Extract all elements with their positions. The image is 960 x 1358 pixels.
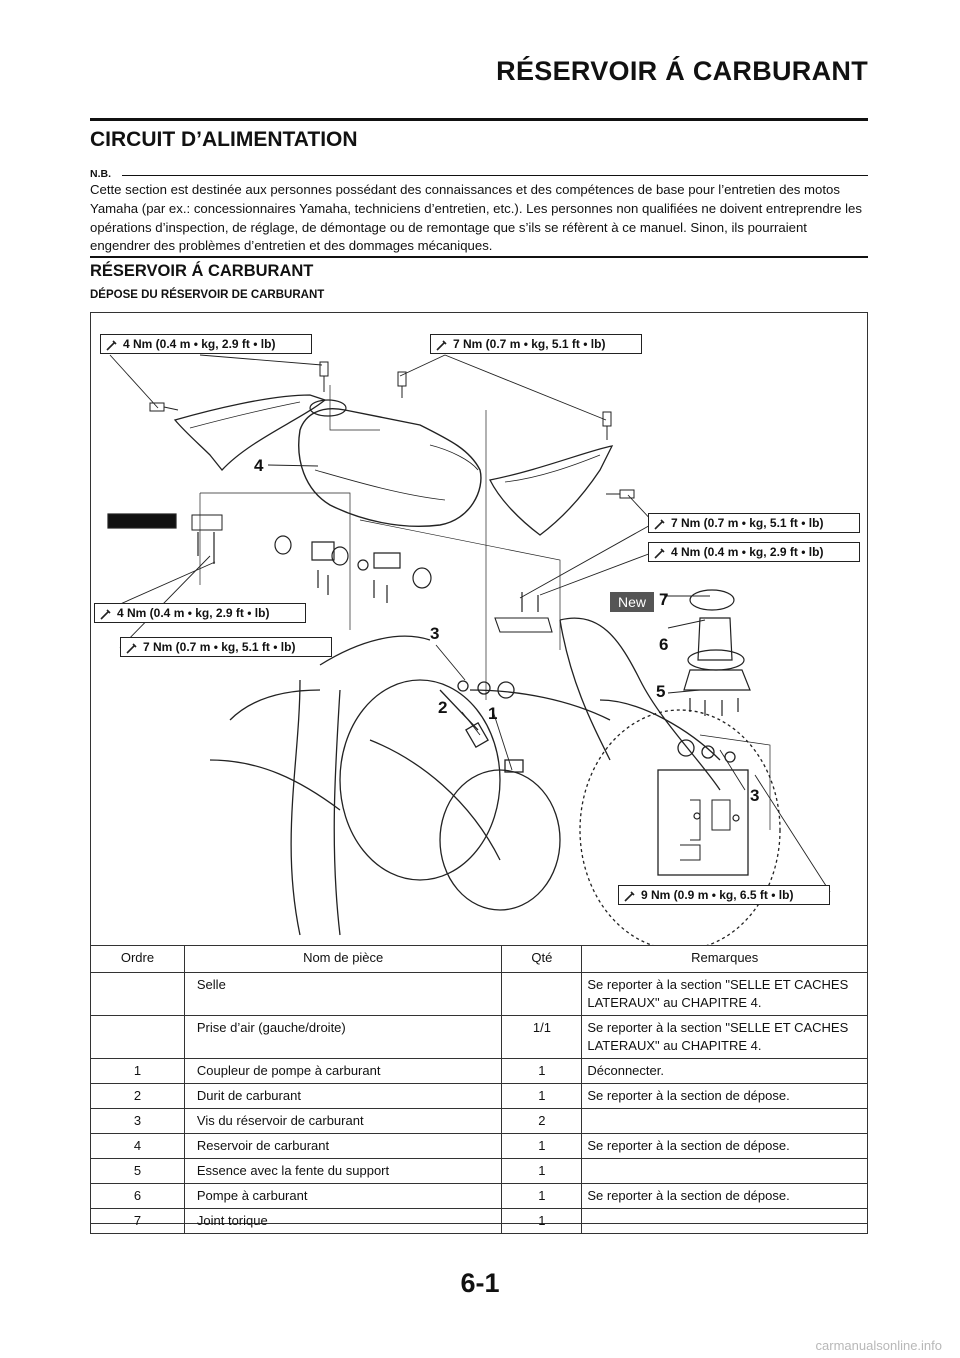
cell-part-name: Durit de carburant <box>184 1084 502 1109</box>
cell-part-name: Selle <box>184 973 502 1016</box>
cell-order: 1 <box>91 1059 185 1084</box>
table-row <box>91 1209 868 1234</box>
torque-label-5 <box>94 603 306 623</box>
torque-text-7: 9 Nm (0.9 m • kg, 6.5 ft • lb) <box>641 888 794 902</box>
table-row <box>91 1059 868 1084</box>
table-row <box>91 1159 868 1184</box>
torque-wrench-icon <box>99 607 113 621</box>
torque-label-7 <box>618 885 830 905</box>
page-header-title: RÉSERVOIR Á CARBURANT <box>496 56 868 86</box>
torque-text-1: 4 Nm (0.4 m • kg, 2.9 ft • lb) <box>123 337 276 351</box>
cell-remarks: Déconnecter. <box>582 1059 868 1084</box>
header-qty: Qté <box>502 946 582 973</box>
subsection-rule <box>90 256 868 258</box>
torque-label-2 <box>430 334 642 354</box>
cell-order: 7 <box>91 1209 185 1234</box>
torque-wrench-icon <box>653 546 667 560</box>
cell-order: 5 <box>91 1159 185 1184</box>
cell-qty: 1 <box>502 1209 582 1234</box>
pump-bracket <box>684 670 750 690</box>
note-label: N.B. <box>90 168 111 180</box>
o-ring <box>690 590 734 610</box>
torque-text-6: 7 Nm (0.7 m • kg, 5.1 ft • lb) <box>143 640 296 654</box>
table-row <box>91 1134 868 1159</box>
cell-qty: 1 <box>502 1084 582 1109</box>
callout-7: 7 <box>659 590 669 609</box>
left-shroud <box>175 395 325 470</box>
subsection-title: RÉSERVOIR Á CARBURANT <box>90 262 314 280</box>
note-text: Cette section est destinée aux personnes possédant des connaissances et des compétences de base pour l’entretien des motos Yamaha (par ex.: concessionnaires Yamaha, techniciens d’entretien, etc.). Les personnes non qualifiées ne doivent entreprendre les opérations d’inspection, de réglage, de démontage ou de remontage que s’ils se réfèrent à ce manuel. Sinon, ils pourraient engendrer des problèmes d’entretien et des dommages mécaniques. <box>90 182 862 254</box>
cell-part-name: Vis du réservoir de carburant <box>184 1109 502 1134</box>
bolts <box>150 362 634 498</box>
exploded-diagram <box>91 313 867 945</box>
torque-label-4 <box>648 542 860 562</box>
cell-part-name: Pompe à carburant <box>184 1184 502 1209</box>
torque-wrench-icon <box>105 338 119 352</box>
cell-remarks <box>582 1109 868 1134</box>
torque-wrench-icon <box>435 338 449 352</box>
new-badge: New <box>610 592 654 612</box>
callout-5: 5 <box>656 682 666 701</box>
cell-remarks: Se reporter à la section "SELLE ET CACHES LATERAUX" au CHAPITRE 4. <box>582 973 868 1016</box>
cell-part-name: Reservoir de carburant <box>184 1134 502 1159</box>
cell-part-name: Essence avec la fente du support <box>184 1159 502 1184</box>
callout-4: 4 <box>254 456 264 475</box>
cell-qty: 2 <box>502 1109 582 1134</box>
procedure-title: DÉPOSE DU RÉSERVOIR DE CARBURANT <box>90 289 325 301</box>
cell-qty: 1 <box>502 1059 582 1084</box>
torque-text-5: 4 Nm (0.4 m • kg, 2.9 ft • lb) <box>117 606 270 620</box>
bracket <box>495 618 552 632</box>
fuel-pump <box>698 618 732 660</box>
torque-label-3 <box>648 513 860 533</box>
note-header <box>90 168 868 182</box>
table-row <box>91 1109 868 1134</box>
table-row <box>91 1084 868 1109</box>
table-row <box>91 1016 868 1059</box>
cell-remarks <box>582 1159 868 1184</box>
cell-remarks <box>582 1209 868 1234</box>
callout-1: 1 <box>488 704 498 723</box>
table-row <box>91 1184 868 1209</box>
cell-remarks: Se reporter à la section de dépose. <box>582 1184 868 1209</box>
header-part-name: Nom de pièce <box>184 946 502 973</box>
cell-order: 6 <box>91 1184 185 1209</box>
right-shroud <box>490 446 612 535</box>
table-header-row <box>91 946 868 973</box>
torque-label-1 <box>100 334 312 354</box>
parts-table <box>90 945 868 1234</box>
header-rule <box>90 118 868 121</box>
cell-qty: 1 <box>502 1134 582 1159</box>
torque-text-3: 7 Nm (0.7 m • kg, 5.1 ft • lb) <box>671 516 824 530</box>
cell-part-name: Prise d’air (gauche/droite) <box>184 1016 502 1059</box>
header-remarks: Remarques <box>582 946 868 973</box>
torque-wrench-icon <box>623 889 637 903</box>
detail-inset <box>658 770 748 875</box>
cell-qty <box>502 973 582 1016</box>
cell-remarks: Se reporter à la section de dépose. <box>582 1134 868 1159</box>
cell-remarks: Se reporter à la section "SELLE ET CACHES LATERAUX" au CHAPITRE 4. <box>582 1016 868 1059</box>
cell-order: 2 <box>91 1084 185 1109</box>
section-title: CIRCUIT D’ALIMENTATION <box>90 128 358 151</box>
header-order: Ordre <box>91 946 185 973</box>
cell-qty: 1/1 <box>502 1016 582 1059</box>
cell-order: 3 <box>91 1109 185 1134</box>
cell-qty: 1 <box>502 1159 582 1184</box>
cell-order <box>91 1016 185 1059</box>
callout-3b: 3 <box>750 786 760 805</box>
cell-part-name: Joint torique <box>184 1209 502 1234</box>
watermark: carmanualsonline.info <box>815 1338 942 1353</box>
callout-6: 6 <box>659 635 669 654</box>
leader-lines <box>100 355 830 892</box>
torque-wrench-icon <box>653 517 667 531</box>
cell-order: 4 <box>91 1134 185 1159</box>
table-row <box>91 973 868 1016</box>
callout-3a: 3 <box>430 624 440 643</box>
cell-remarks: Se reporter à la section de dépose. <box>582 1084 868 1109</box>
torque-label-6 <box>120 637 332 657</box>
callout-2: 2 <box>438 698 448 717</box>
cell-part-name: Coupleur de pompe à carburant <box>184 1059 502 1084</box>
torque-text-4: 4 Nm (0.4 m • kg, 2.9 ft • lb) <box>671 545 824 559</box>
torque-wrench-icon <box>125 641 139 655</box>
cell-qty: 1 <box>502 1184 582 1209</box>
fuel-tank <box>299 409 481 527</box>
note-rule <box>122 175 868 176</box>
page-number: 6-1 <box>460 1268 500 1298</box>
connector-part <box>108 514 176 528</box>
cell-order <box>91 973 185 1016</box>
torque-text-2: 7 Nm (0.7 m • kg, 5.1 ft • lb) <box>453 337 606 351</box>
